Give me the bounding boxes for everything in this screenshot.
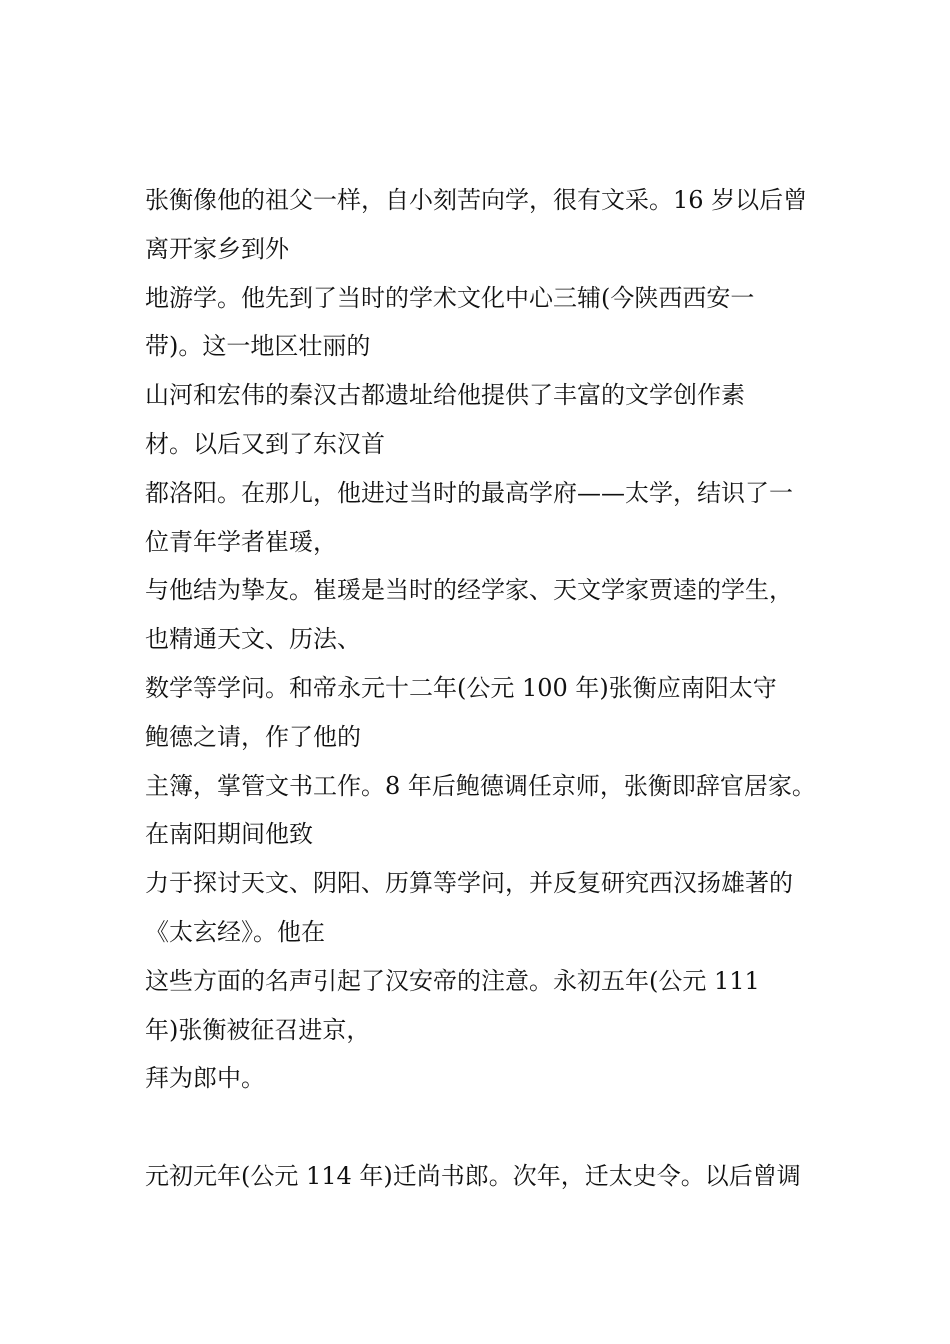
text-line: 元初元年(公元 114 年)迁尚书郎。次年，迁太史令。以后曾调 (145, 1161, 801, 1190)
text-line: 地游学。他先到了当时的学术文化中心三辅(今陕西西安一 (145, 283, 755, 312)
text-line: 也精通天文、历法、 (145, 625, 361, 654)
text-line: 山河和宏伟的秦汉古都遗址给他提供了丰富的文学创作素 (145, 381, 745, 410)
text-line: 在南阳期间他致 (145, 820, 313, 849)
text-line: 位青年学者崔瑗， (145, 527, 337, 556)
text-line: 《太玄经》。他在 (145, 917, 325, 946)
text-line: 带)。这一地区壮丽的 (145, 332, 371, 361)
text-line: 拜为郎中。 (145, 1064, 265, 1093)
text-line: 这些方面的名声引起了汉安帝的注意。永初五年(公元 111 (145, 966, 760, 995)
text-line: 数学等学问。和帝永元十二年(公元 100 年)张衡应南阳太守 (145, 673, 777, 702)
text-line: 主簿，掌管文书工作。8 年后鲍德调任京师，张衡即辞官居家。 (145, 771, 816, 800)
text-line: 与他结为挚友。崔瑗是当时的经学家、天文学家贾逵的学生， (145, 576, 793, 605)
text-line: 鲍德之请，作了他的 (145, 722, 361, 751)
document-body (145, 176, 825, 1201)
text-line: 力于探讨天文、阴阳、历算等学问，并反复研究西汉扬雄著的 (145, 869, 793, 898)
paragraph-gap (145, 1103, 825, 1152)
text-line: 张衡像他的祖父一样，自小刻苦向学，很有文采。16 岁以后曾 (145, 186, 808, 214)
text-line: 材。以后又到了东汉首 (145, 429, 385, 458)
text-line: 离开家乡到外 (145, 234, 289, 263)
text-line: 都洛阳。在那儿，他进过当时的最高学府——太学，结识了一 (145, 478, 793, 507)
text-line: 年)张衡被征召进京， (145, 1015, 371, 1044)
